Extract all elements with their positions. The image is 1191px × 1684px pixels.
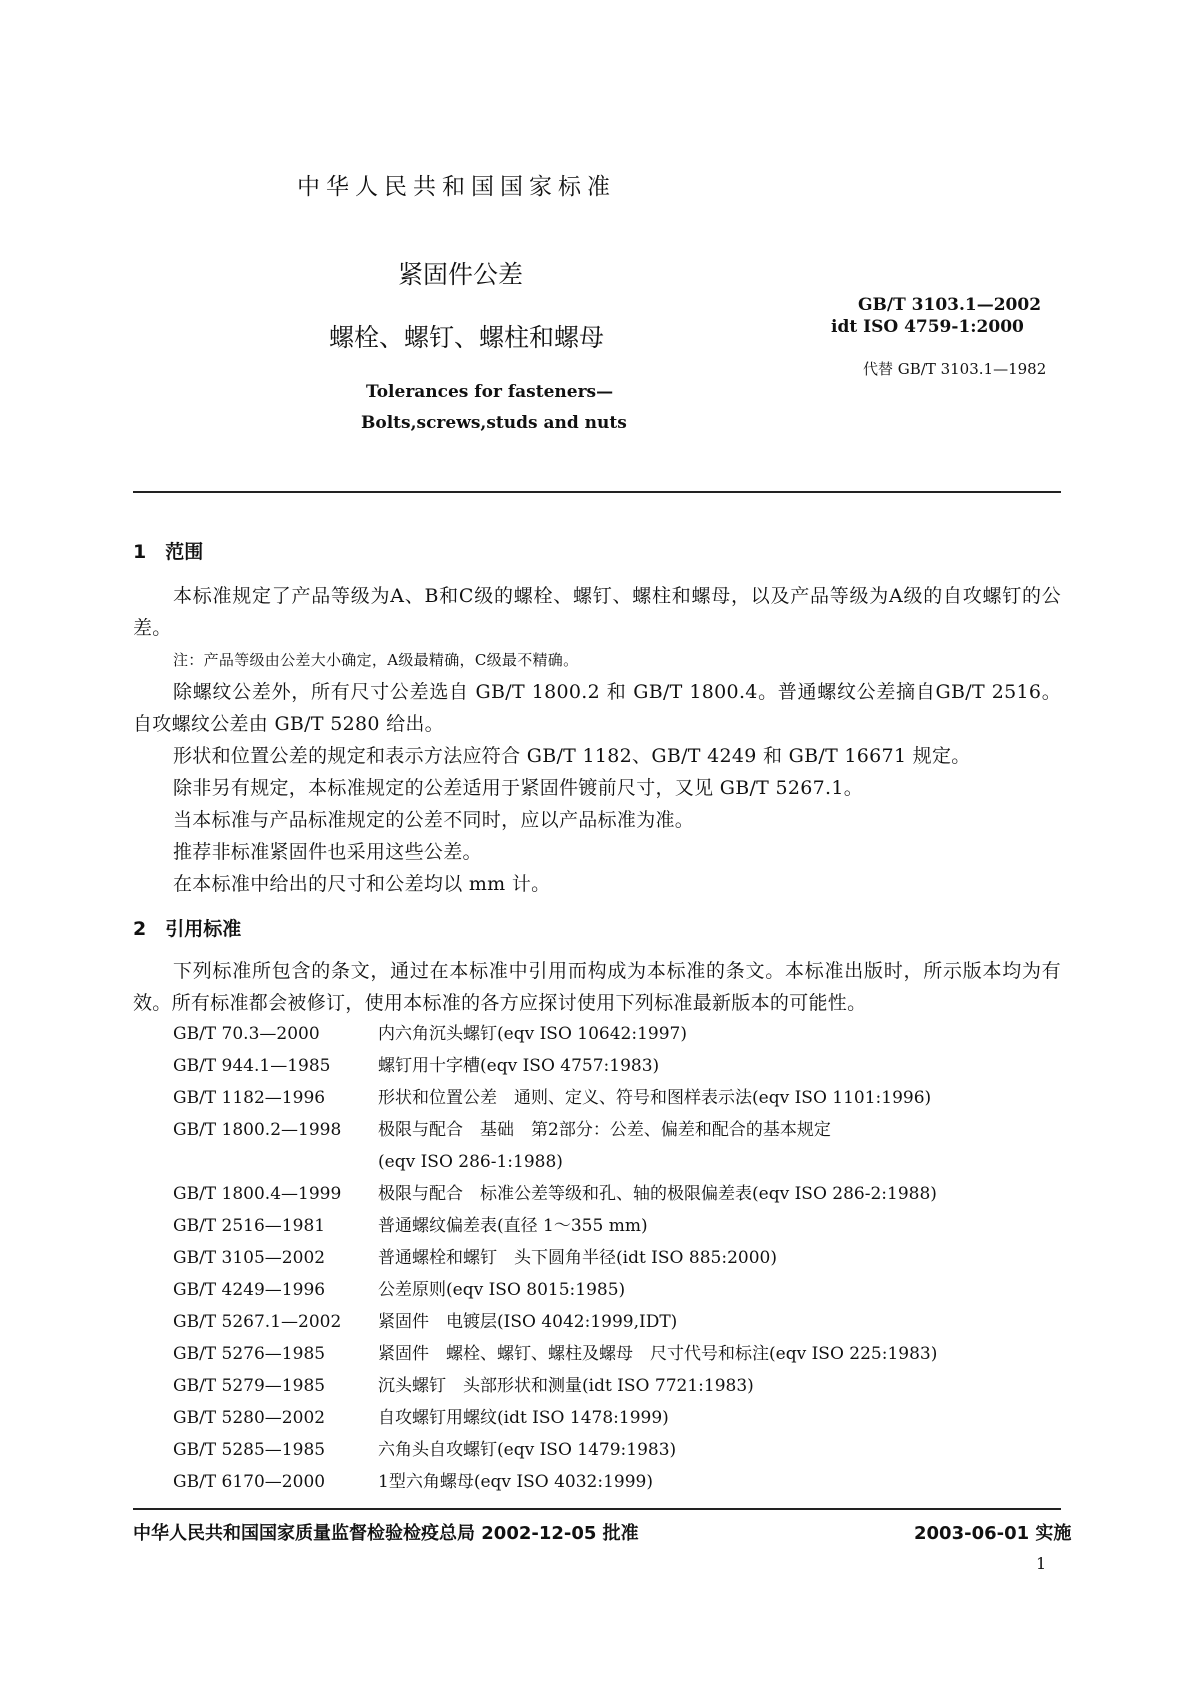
section-1-para-2: 除螺纹公差外，所有尺寸公差选自 GB/T 1800.2 和 GB/T 1800.4。普通螺纹公差摘自GB/T 2516。自攻螺纹公差由 GB/T 5280 给出。 [133,681,1061,735]
section-2-intro: 下列标准所包含的条文，通过在本标准中引用而构成为本标准的条文。本标准出版时，所示版本均为有效。所有标准都会被修订，使用本标准的各方应探讨使用下列标准最新版本的可能性。 [133,960,1061,1014]
reference-code: GB/T 5267.1—2002 [173,1312,342,1332]
reference-code: GB/T 5279—1985 [173,1376,326,1396]
standard-code: GB/T 3103.1—2002 [858,295,1042,315]
section-1-para-6: 推荐非标准紧固件也采用这些公差。 [173,841,482,863]
title-en-line1: Tolerances for fasteners— [366,382,614,402]
reference-list [173,1018,937,1498]
reference-title: 极限与配合 基础 第2部分：公差、偏差和配合的基本规定 [378,1120,831,1140]
reference-title: 1型六角螺母(eqv ISO 4032:1999) [378,1472,653,1492]
reference-item [173,1402,937,1434]
reference-title: 普通螺栓和螺钉 头下圆角半径(idt ISO 885:2000) [378,1248,777,1268]
reference-code: GB/T 5280—2002 [173,1408,326,1428]
reference-item [173,1050,937,1082]
reference-item [173,1466,937,1498]
reference-title: 六角头自攻螺钉(eqv ISO 1479:1983) [378,1440,677,1460]
reference-code: GB/T 5276—1985 [173,1344,326,1364]
reference-code: GB/T 1182—1996 [173,1088,326,1108]
effective-date: 2003-06-01 实施 [914,1523,1072,1544]
reference-title: 紧固件 电镀层(ISO 4042:1999,IDT) [378,1312,678,1332]
reference-item [173,1434,937,1466]
reference-item [173,1082,937,1114]
section-1-note: 注：产品等级由公差大小确定，A级最精确，C级最不精确。 [173,651,579,669]
reference-title: 公差原则(eqv ISO 8015:1985) [378,1280,626,1300]
reference-item [173,1018,937,1050]
reference-code: GB/T 5285—1985 [173,1440,326,1460]
section-1-para-5: 当本标准与产品标准规定的公差不同时，应以产品标准为准。 [173,809,695,831]
title-cn-line1: 紧固件公差 [398,260,524,289]
reference-title: 形状和位置公差 通则、定义、符号和图样表示法(eqv ISO 1101:1996) [378,1088,932,1108]
reference-item [173,1306,937,1338]
reference-item [173,1242,937,1274]
section-1-body [133,580,1061,900]
national-standard-heading: 中华人民共和国国家标准 [297,174,616,200]
reference-title: 紧固件 螺栓、螺钉、螺柱及螺母 尺寸代号和标注(eqv ISO 225:1983) [378,1344,938,1364]
reference-code: GB/T 3105—2002 [173,1248,326,1268]
section-2-intro-block [133,955,1061,1019]
section-2-heading: 2 引用标准 [133,918,242,940]
reference-title: 沉头螺钉 头部形状和测量(idt ISO 7721:1983) [378,1376,754,1396]
reference-title: 极限与配合 标准公差等级和孔、轴的极限偏差表(eqv ISO 286-2:1988) [378,1184,937,1204]
page-number: 1 [1036,1554,1047,1573]
approval-line: 中华人民共和国国家质量监督检验检疫总局 2002-12-05 批准 [133,1523,639,1544]
reference-title: 内六角沉头螺钉(eqv ISO 10642:1997) [378,1024,687,1044]
reference-code: GB/T 1800.2—1998 [173,1120,342,1140]
title-en-line2: Bolts,screws,studs and nuts [361,413,627,433]
reference-item [173,1338,937,1370]
reference-title: 普通螺纹偏差表(直径 1～355 mm) [378,1216,648,1236]
reference-code: GB/T 6170—2000 [173,1472,326,1492]
reference-title: 螺钉用十字槽(eqv ISO 4757:1983) [378,1056,660,1076]
reference-item [173,1274,937,1306]
title-cn-line2: 螺栓、螺钉、螺柱和螺母 [329,323,605,352]
reference-item [173,1210,937,1242]
replaces-code: 代替 GB/T 3103.1—1982 [863,360,1047,378]
section-1-para-1: 本标准规定了产品等级为A、B和C级的螺栓、螺钉、螺柱和螺母，以及产品等级为A级的自攻螺钉的公差。 [133,585,1061,639]
reference-code: GB/T 2516—1981 [173,1216,326,1236]
reference-item [173,1114,937,1146]
section-1-para-3: 形状和位置公差的规定和表示方法应符合 GB/T 1182、GB/T 4249 和 GB/T 16671 规定。 [173,745,971,767]
reference-item-continuation [173,1146,937,1178]
footer-divider [133,1508,1061,1510]
section-1-heading: 1 范围 [133,541,204,563]
reference-item [173,1178,937,1210]
reference-code: GB/T 944.1—1985 [173,1056,331,1076]
reference-code: GB/T 70.3—2000 [173,1024,320,1044]
idt-code: idt ISO 4759-1:2000 [831,317,1024,337]
section-1-para-4: 除非另有规定，本标准规定的公差适用于紧固件镀前尺寸，又见 GB/T 5267.1。 [173,777,864,799]
header-divider [133,491,1061,493]
reference-item [173,1370,937,1402]
reference-code: GB/T 1800.4—1999 [173,1184,342,1204]
reference-code: GB/T 4249—1996 [173,1280,326,1300]
reference-title: 自攻螺钉用螺纹(idt ISO 1478:1999) [378,1408,669,1428]
section-1-para-7: 在本标准中给出的尺寸和公差均以 mm 计。 [173,873,551,895]
reference-title: (eqv ISO 286-1:1988) [378,1152,563,1172]
